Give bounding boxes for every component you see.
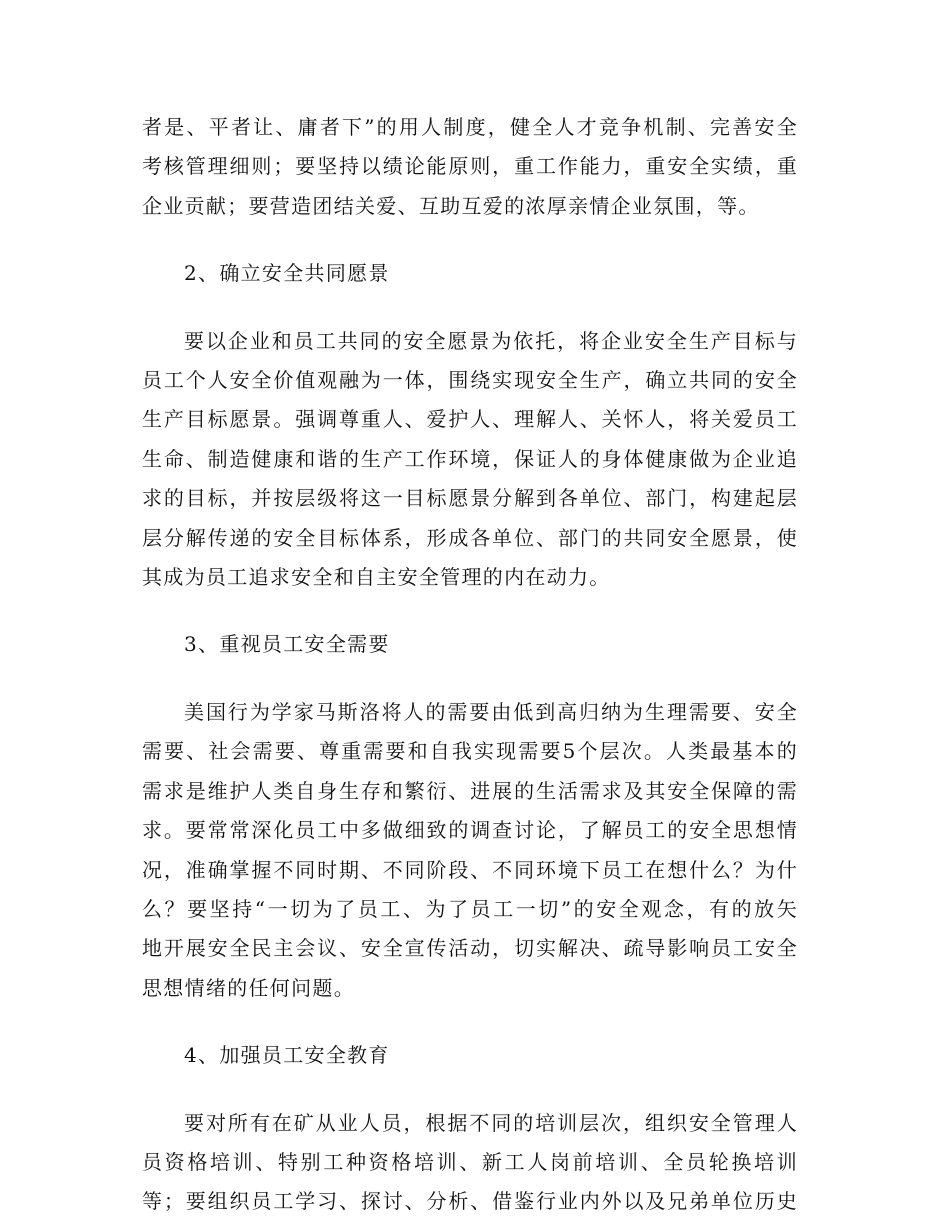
- paragraph-gap: [142, 294, 798, 322]
- paragraph-safety-education: [142, 1104, 798, 1222]
- paragraph-safety-vision: [142, 322, 798, 598]
- paragraph-gap: [142, 665, 798, 693]
- paragraph-personnel-system: [142, 108, 798, 226]
- text-line: 层分解传递的安全目标体系，形成各单位、部门的共同安全愿景，使: [142, 525, 798, 550]
- text-line: 者是、平者让、庸者下”的用人制度，健全人才竞争机制、完善安全: [142, 115, 798, 139]
- text-line: 生产目标愿景。强调尊重人、爱护人、理解人、关怀人，将关爱员工: [142, 407, 798, 432]
- text-line: 思想情绪的任何问题。: [142, 975, 355, 1000]
- text-line: 美国行为学家马斯洛将人的需要由低到高归纳为生理需要、安全: [184, 699, 798, 724]
- section-heading-4: 4、加强员工安全教育: [184, 1043, 390, 1068]
- text-line: 其成为员工追求安全和自主安全管理的内在动力。: [142, 565, 611, 590]
- text-line: 要对所有在矿从业人员，根据不同的培训层次，组织安全管理人: [184, 1110, 798, 1135]
- text-line: 生命、制造健康和谐的生产工作环境，保证人的身体健康做为企业追: [142, 446, 798, 471]
- text-line: 况，准确掌握不同时期、不同阶段、不同环境下员工在想什么？为什: [142, 857, 798, 882]
- text-line: 要以企业和员工共同的安全愿景为依托，将企业安全生产目标与: [184, 328, 798, 353]
- text-line: 员资格培训、特别工种资格培训、新工人岗前培训、全员轮换培训: [142, 1149, 798, 1174]
- document-body: [142, 108, 798, 1222]
- text-line: 员工个人安全价值观融为一体，围绕实现安全生产，确立共同的安全: [142, 368, 798, 393]
- text-line: 么？要坚持“一切为了员工、为了员工一切”的安全观念，有的放矢: [142, 896, 798, 921]
- section-heading-2: 2、确立安全共同愿景: [184, 261, 390, 286]
- text-line: 地开展安全民主会议、安全宣传活动，切实解决、疏导影响员工安全: [142, 936, 798, 961]
- text-line: 求的目标，并按层级将这一目标愿景分解到各单位、部门，构建起层: [142, 486, 798, 511]
- section-heading-3: 3、重视员工安全需要: [184, 632, 390, 657]
- paragraph-gap: [142, 226, 798, 254]
- text-line: 需求是维护人类自身生存和繁衍、进展的生活需求及其安全保障的需: [142, 778, 798, 803]
- text-line: 考核管理细则；要坚持以绩论能原则，重工作能力，重安全实绩，重: [142, 154, 798, 179]
- paragraph-gap: [142, 1076, 798, 1104]
- paragraph-gap: [142, 597, 798, 625]
- text-line: 企业贡献；要营造团结关爱、互助互爱的浓厚亲情企业氛围，等。: [142, 193, 760, 218]
- paragraph-gap: [142, 1008, 798, 1036]
- text-line: 等；要组织员工学习、探讨、分析、借鉴行业内外以及兄弟单位历史: [142, 1189, 798, 1214]
- text-line: 求。要常常深化员工中多做细致的调查讨论，了解员工的安全思想情: [142, 818, 798, 843]
- text-line: 需要、社会需要、尊重需要和自我实现需要5个层次。人类最基本的: [142, 739, 798, 764]
- paragraph-safety-needs: [142, 693, 798, 1008]
